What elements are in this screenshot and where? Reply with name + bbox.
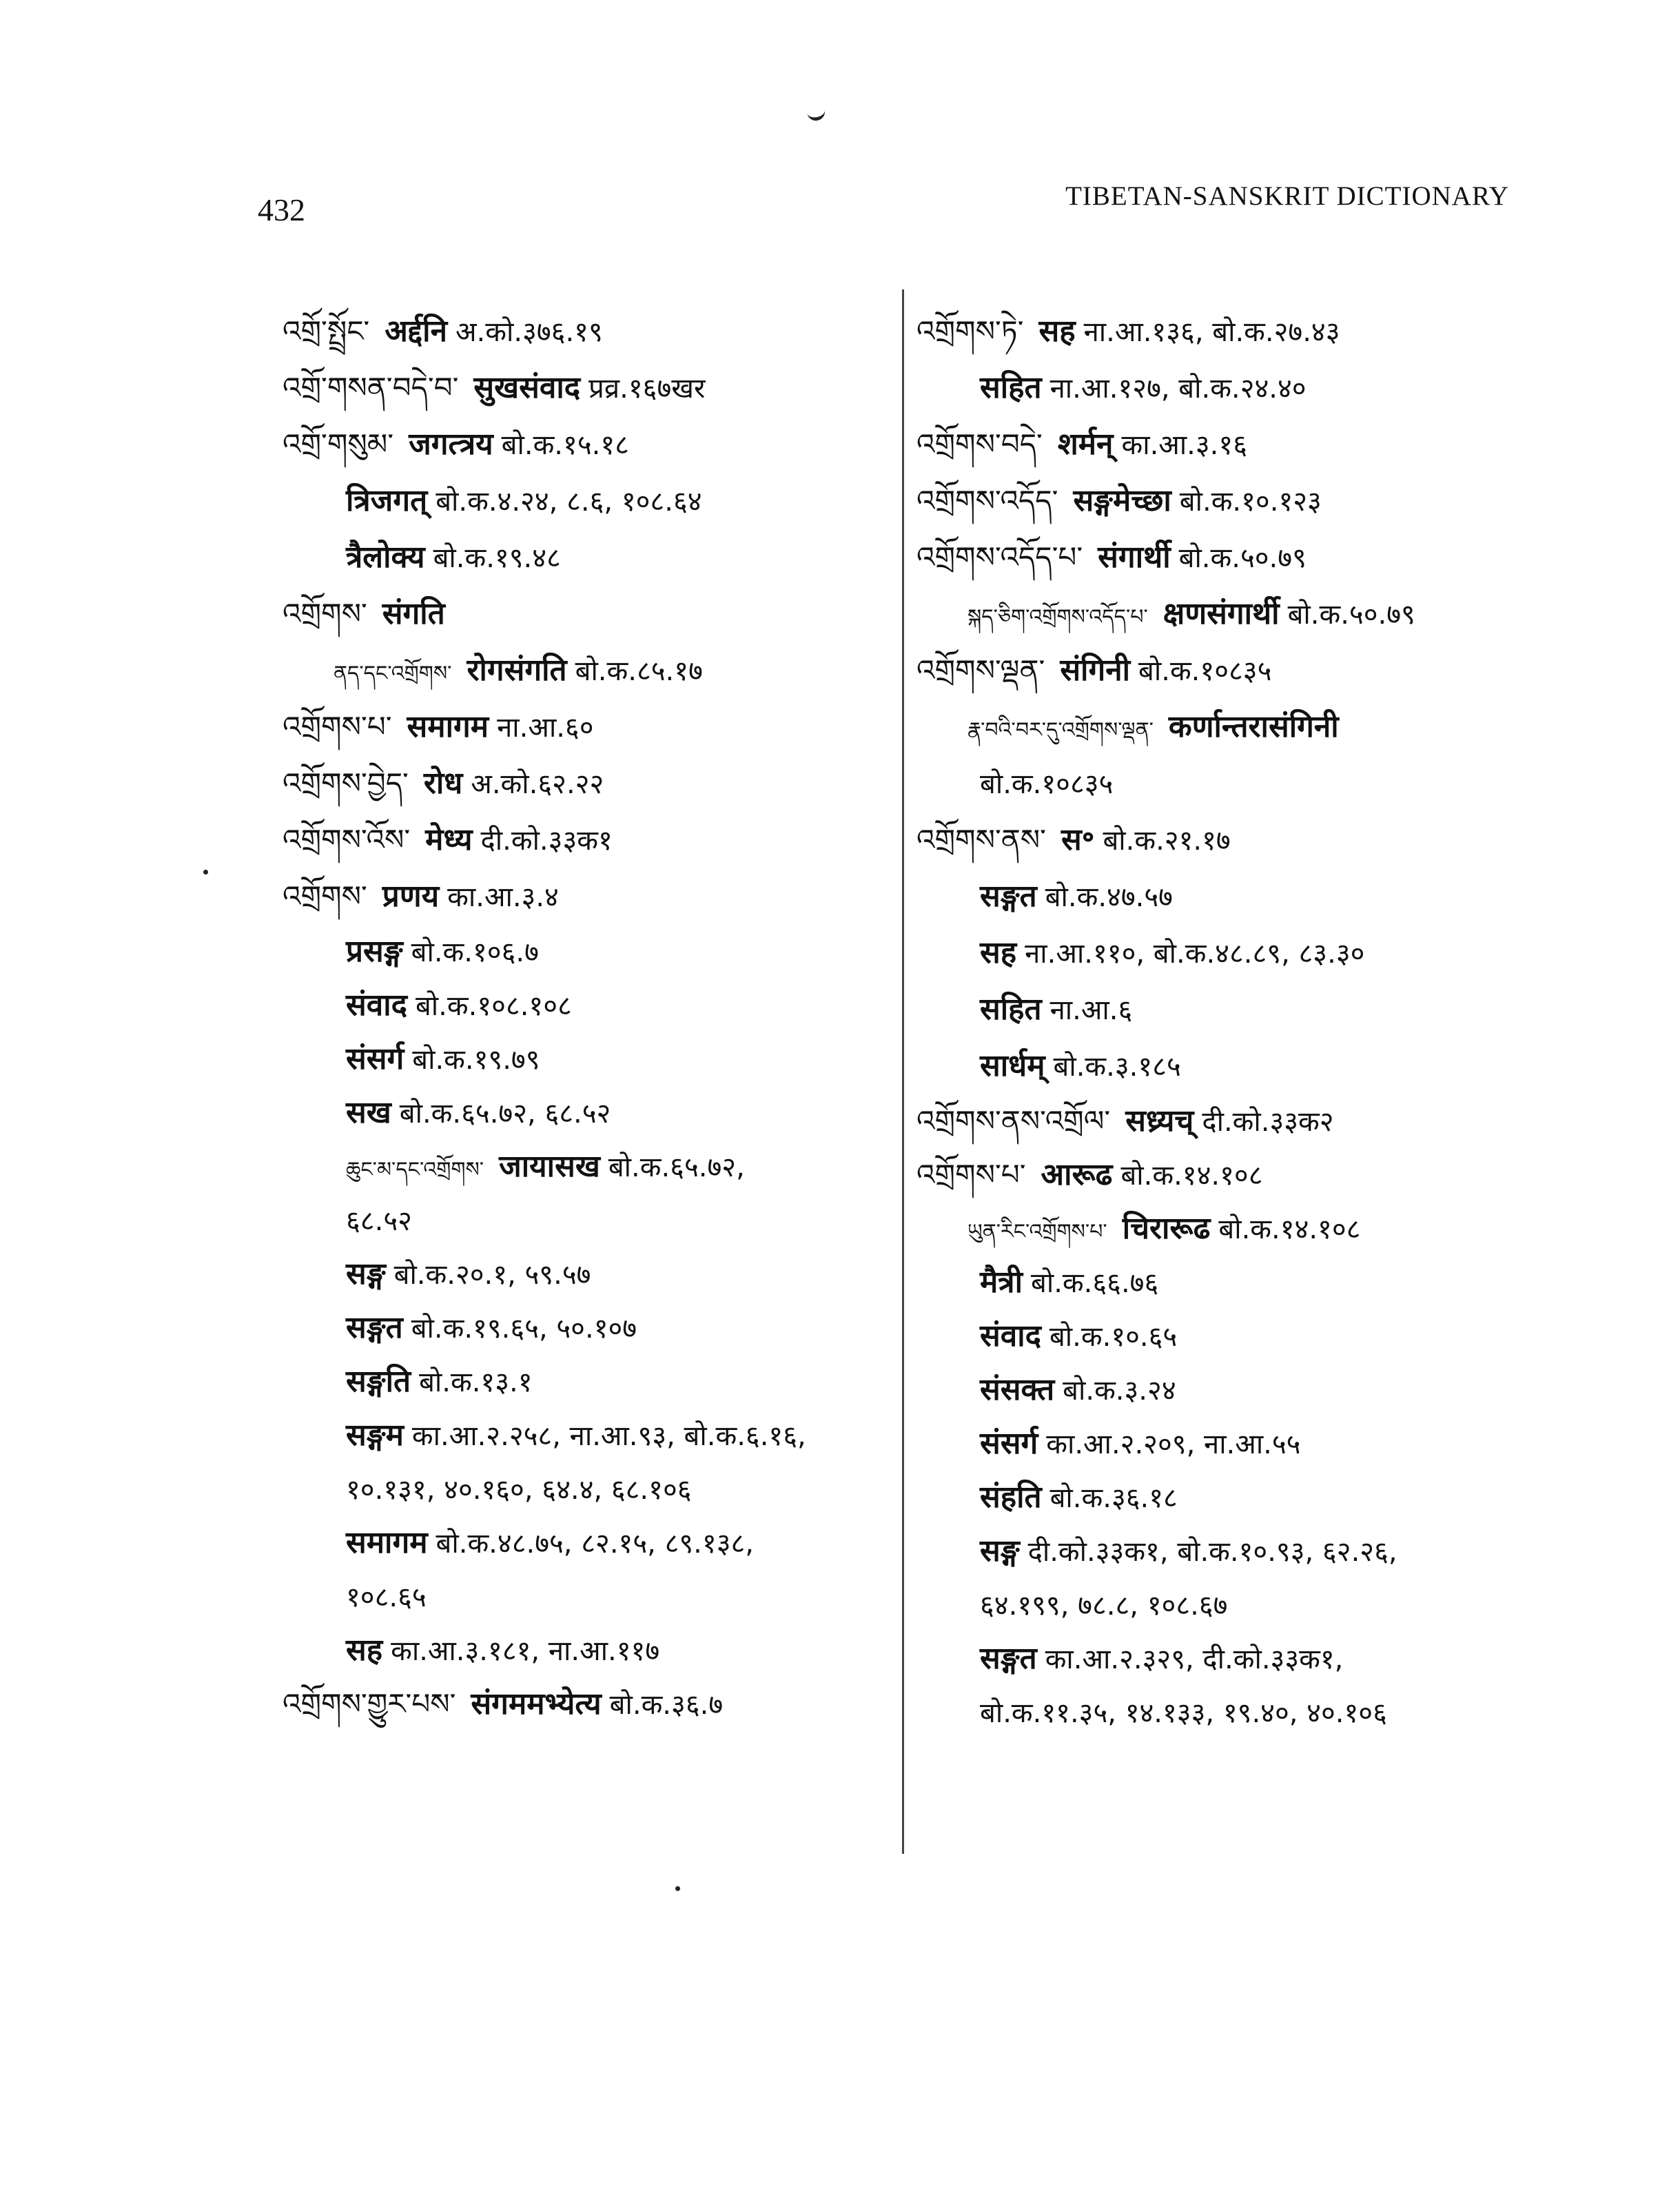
tibetan-compound: ནད་དང་འགྲོགས་ [334,662,452,686]
sanskrit-term: त्रैलोक्य [346,540,425,575]
source-reference: का.आ.२.३२९, दी.को.३३क१, [1045,1644,1344,1675]
source-reference: बो.क.१३.१ [419,1367,533,1398]
source-reference: बो.क.८५.१७ [575,655,703,687]
source-reference: ना.आ.१३६, बो.क.२७.४३ [1083,316,1340,348]
source-reference: दी.को.३३क१ [480,825,613,857]
subentry-line [916,1038,1523,1094]
source-reference: ६४.१९९, ७८.८, १०८.६७ [980,1590,1228,1622]
entry-line [916,1094,1523,1148]
sanskrit-term: संगममभ्येत्य [471,1686,602,1721]
source-reference: बो.क.५०.७९ [1287,599,1415,631]
sanskrit-term: संसर्ग [980,1426,1038,1461]
entry-line [916,529,1523,586]
sanskrit-term: समागम [407,709,489,744]
sanskrit-term: सुखसंवाद [473,370,581,405]
source-reference: बो.क.४८.७५, ८२.१५, ८९.१३८, [436,1528,755,1560]
subentry-line [916,1309,1523,1363]
tibetan-headword: འགྲོགས་བདེ་ [916,427,1043,461]
tibetan-headword: འགྲོགས་པ་ [283,710,392,744]
sanskrit-term: सङ्गत [980,1641,1037,1676]
sanskrit-term: संवाद [980,1318,1041,1353]
continuation-line [916,1578,1523,1632]
subentry-line [283,473,889,529]
source-reference: १०८.६५ [346,1582,427,1613]
source-reference: बो.क.४७.५७ [1045,881,1173,913]
page-number: 432 [258,192,305,227]
source-reference: बो.क.१०८३५ [1138,655,1272,687]
source-reference: बो.क.६५.७२, [608,1152,745,1183]
source-reference: ना.आ.१२७, बो.क.२४.४० [1049,373,1307,405]
entry-line [283,303,889,360]
subentry-line [916,1417,1523,1471]
subentry-line [283,1032,889,1086]
sanskrit-term: मैत्री [980,1265,1023,1300]
subentry-line [283,529,889,586]
source-reference: दी.को.३३क१, बो.क.१०.९३, ६२.२६, [1027,1536,1397,1568]
continuation-line [283,1570,889,1624]
subentry-line [283,1355,889,1409]
source-reference: बो.क.१०.१२३ [1179,486,1322,518]
continuation-line [916,1686,1523,1739]
subentry-line [283,925,889,979]
sanskrit-term: सङ्गमेच्छा [1073,483,1171,518]
sanskrit-term: प्रणय [382,879,440,914]
compound-line [916,699,1523,755]
sanskrit-term: त्रिजगत् [346,483,428,518]
source-reference: ना.आ.६ [1049,994,1133,1026]
source-reference: बो.क.१५.१८ [501,429,629,461]
ink-mark [807,109,826,122]
source-reference: बो.क.१०६.७ [411,937,539,968]
sanskrit-term: संहति [980,1480,1042,1515]
column-divider [902,289,904,1854]
sanskrit-term: सहित [980,370,1042,405]
source-reference: बो.क.१४.१०८ [1120,1160,1263,1192]
sanskrit-term: मेध्य [425,822,473,857]
sanskrit-term: सख [346,1095,391,1130]
sanskrit-term: सङ्गत [980,879,1037,914]
right-column [916,303,1523,1739]
tibetan-headword: འགྲོགས་ [283,597,367,631]
sanskrit-term: सह [980,935,1017,970]
entry-line [916,473,1523,529]
source-reference: अ.को.३७६.१९ [455,316,603,348]
source-reference: बो.क.५०.७९ [1178,542,1307,574]
tibetan-compound: སྐད་ཅིག་འགྲོགས་འདོད་པ་ [967,605,1148,629]
sanskrit-term: संसक्त [980,1372,1055,1407]
source-reference: बो.क.३.१८५ [1053,1051,1181,1083]
source-reference: बो.क.१०.६५ [1049,1321,1178,1353]
entry-line [283,360,889,416]
sanskrit-term: प्रसङ्ग [346,934,403,969]
sanskrit-term: सङ्ग [346,1256,386,1291]
source-reference: बो.क.१०८३५ [980,768,1114,800]
left-column [283,303,889,1731]
subentry-line [916,1632,1523,1686]
sanskrit-term: सङ्ग [980,1533,1020,1568]
entry-line [283,812,889,868]
entry-line [283,416,889,473]
subentry-line [916,1256,1523,1309]
subentry-line [916,1363,1523,1417]
subentry-line [283,1516,889,1570]
source-reference: बो.क.१०८.१०८ [415,990,572,1022]
sanskrit-term: संगार्थी [1098,540,1171,575]
source-reference: बो.क.३६.१८ [1049,1482,1178,1514]
source-reference: बो.क.१९.४८ [433,542,561,574]
source-reference: बो.क.२१.१७ [1103,825,1231,857]
compound-line [916,1202,1523,1256]
tibetan-headword: འགྲོགས་འདོད་པ་ [916,540,1083,574]
sanskrit-term: आरूढ [1041,1157,1113,1192]
compound-line [916,586,1523,642]
sanskrit-term: स॰ [1061,822,1095,857]
tibetan-headword: འགྲོགས་ནས་ [916,823,1046,857]
entry-line [283,699,889,755]
subentry-line [283,1409,889,1462]
sanskrit-term: अर्द्दनि [385,314,447,349]
continuation-line [283,1462,889,1516]
subentry-line [916,1471,1523,1524]
source-reference: बो.क.३६.७ [609,1689,724,1721]
source-reference: का.आ.२.२०९, ना.आ.५५ [1046,1429,1301,1460]
ink-speck [203,870,208,875]
sanskrit-term: सह [1038,314,1076,349]
tibetan-compound: ཆུང་མ་དང་འགྲོགས་ [346,1158,484,1182]
source-reference: बो.क.१४.१०८ [1218,1214,1361,1245]
sanskrit-term: सहित [980,992,1042,1027]
source-reference: का.आ.२.२५८, ना.आ.९३, बो.क.६.१६, [411,1420,806,1452]
subentry-line [916,1524,1523,1578]
sanskrit-term: सध्र्यच् [1125,1103,1194,1138]
subentry-line [916,981,1523,1038]
source-reference: का.आ.३.१८१, ना.आ.११७ [391,1635,660,1667]
source-reference: बो.क.६६.७६ [1031,1267,1159,1299]
sanskrit-term: जायासख [499,1149,600,1184]
source-reference: बो.क.११.३५, १४.१३३, १९.४०, ४०.१०६ [980,1697,1387,1729]
sanskrit-term: संगिनी [1060,653,1131,688]
sanskrit-term: शर्मन् [1057,427,1114,462]
entry-line [916,303,1523,360]
sanskrit-term: कर्णान्तरासंगिनी [1168,709,1339,744]
tibetan-headword: འགྲོགས་འདོད་ [916,484,1058,518]
ink-speck [675,1886,680,1891]
tibetan-compound: རྣ་བའི་བར་དུ་འགྲོགས་ལྡན་ [967,718,1154,742]
source-reference: का.आ.३.४ [447,881,559,913]
tibetan-compound: ཡུན་རིང་འགྲོགས་པ་ [967,1220,1107,1244]
compound-line [283,642,889,699]
entry-line [283,868,889,925]
sanskrit-term: जगत्त्रय [409,427,493,462]
tibetan-headword: འགྲོགས་བྱེད་ [283,766,409,800]
source-reference: प्रव्र.१६७खर [588,373,706,405]
source-reference: दी.को.३३क२ [1202,1106,1334,1138]
entry-line [283,1677,889,1731]
subentry-line [283,1624,889,1677]
subentry-line [283,1086,889,1140]
source-reference: ना.आ.११०, बो.क.४८.८९, ८३.३० [1025,938,1365,970]
entry-line [916,416,1523,473]
sanskrit-term: क्षणसंगार्थी [1162,596,1280,631]
subentry-line [916,868,1523,925]
sanskrit-term: रोगसंगति [467,653,567,688]
source-reference: बो.क.३.२४ [1063,1375,1176,1407]
entry-line [283,586,889,642]
sanskrit-term: सह [346,1633,383,1668]
source-reference: बो.क.१९.६५, ५०.१०७ [411,1313,637,1345]
source-reference: बो.क.४.२४, ८.६, १०८.६४ [436,486,702,518]
source-reference: बो.क.२०.१, ५९.५७ [393,1259,591,1291]
subentry-line [283,1301,889,1355]
sanskrit-term: समागम [346,1525,428,1560]
source-reference: बो.क.६५.७२, ६८.५२ [399,1098,611,1130]
continuation-line [916,755,1523,812]
sanskrit-term: सङ्गम [346,1418,404,1453]
tibetan-headword: འགྲོ་གསན་བདེ་བ་ [283,371,459,405]
compound-line [283,1140,889,1194]
tibetan-headword: འགྲོགས་གྱུར་པས་ [283,1687,456,1721]
continuation-line [283,1194,889,1247]
source-reference: ना.आ.६० [497,712,594,744]
entry-line [283,755,889,812]
subentry-line [283,979,889,1032]
tibetan-headword: འགྲོ་གསུམ་ [283,427,394,461]
tibetan-headword: འགྲོ་སྤྲོང་ [283,314,370,348]
sanskrit-term: रोध [423,766,463,801]
sanskrit-term: संवाद [346,988,407,1023]
sanskrit-term: सङ्गत [346,1310,403,1345]
entry-line [916,1148,1523,1202]
source-reference: १०.१३१, ४०.१६०, ६४.४, ६८.१०६ [346,1474,692,1506]
tibetan-headword: འགྲོགས་པ་ [916,1158,1026,1192]
sanskrit-term: सङ्गति [346,1364,411,1399]
source-reference: ६८.५२ [346,1205,412,1237]
tibetan-headword: འགྲོགས་ [283,879,367,913]
tibetan-headword: འགྲོགས་ནས་འགྲོལ་ [916,1104,1111,1138]
subentry-line [916,360,1523,416]
tibetan-headword: འགྲོགས་འོས་ [283,823,411,857]
source-reference: का.आ.३.१६ [1121,429,1247,461]
subentry-line [916,925,1523,981]
entry-line [916,642,1523,699]
sanskrit-term: संसर्ग [346,1041,404,1076]
sanskrit-term: संगति [382,596,445,631]
sanskrit-term: चिरारूढ [1122,1211,1211,1246]
source-reference: अ.को.६२.२२ [471,768,604,800]
sanskrit-term: सार्धम् [980,1048,1045,1083]
tibetan-headword: འགྲོགས་ལྡན་ [916,653,1045,687]
subentry-line [283,1247,889,1301]
tibetan-headword: འགྲོགས་ཏེ་ [916,314,1024,348]
source-reference: बो.क.१९.७९ [412,1044,540,1076]
entry-line [916,812,1523,868]
running-header: TIBETAN-SANSKRIT DICTIONARY [1065,181,1509,211]
